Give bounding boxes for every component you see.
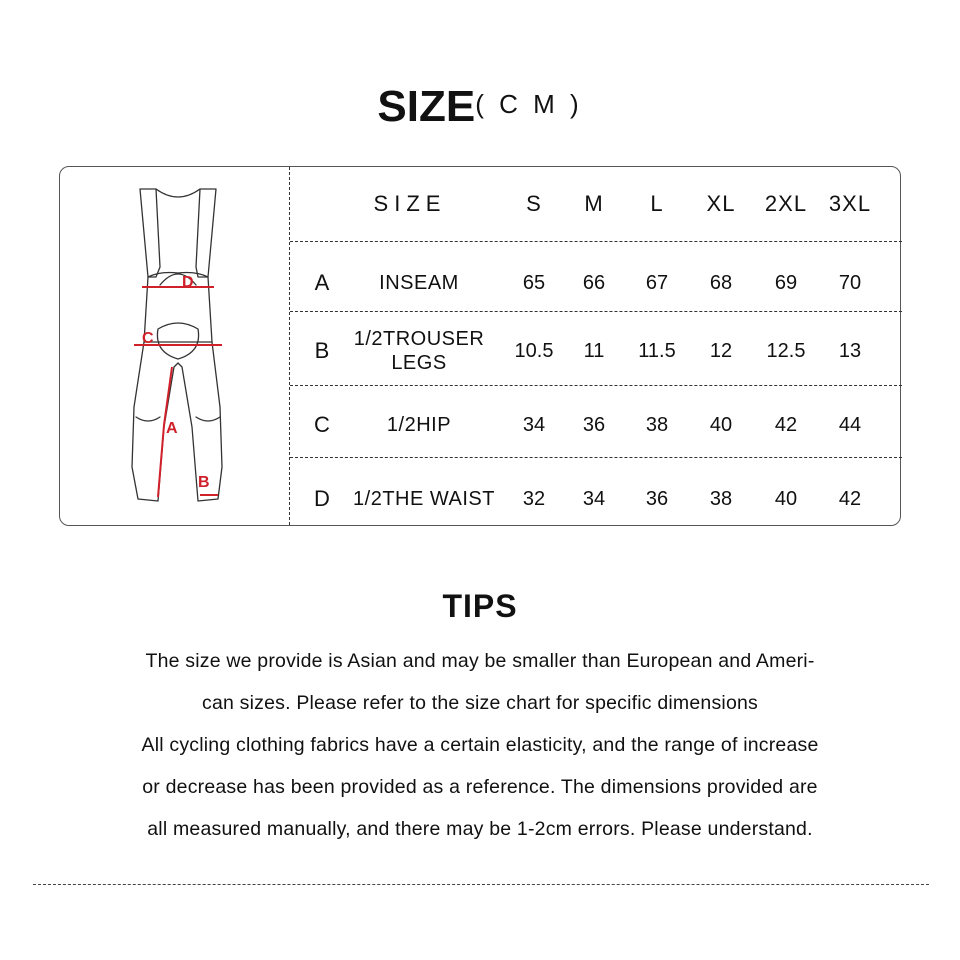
size-col-xl: XL <box>706 190 736 216</box>
tips-line: All cycling clothing fabrics have a certain elasticity, and the range of increase <box>141 734 819 756</box>
size-header-label: SIZE <box>373 190 447 216</box>
table-cell: 68 <box>709 272 733 294</box>
page-title <box>0 82 960 132</box>
table-cell: 67 <box>645 272 669 294</box>
row-measurement: 1/2THE WAIST <box>353 488 495 510</box>
row-separator <box>290 311 902 312</box>
bottom-divider <box>33 884 929 885</box>
table-row <box>290 463 902 535</box>
chamois-pad <box>157 323 198 359</box>
size-col-3xl: 3XL <box>828 190 872 216</box>
table-cell: 40 <box>774 488 798 510</box>
table-cell: 38 <box>645 414 669 436</box>
table-cell: 36 <box>582 414 606 436</box>
table-cell: 42 <box>774 414 798 436</box>
row-separator <box>290 457 902 458</box>
table-cell: 69 <box>774 272 798 294</box>
title-unit: ( C M ) <box>475 89 583 119</box>
row-separator <box>290 241 902 242</box>
label-a: A <box>166 420 178 437</box>
size-header-row <box>290 167 902 241</box>
table-cell: 12 <box>709 340 733 362</box>
table-cell: 66 <box>582 272 606 294</box>
size-col-m: M <box>584 190 604 216</box>
table-cell: 42 <box>838 488 862 510</box>
table-cell: 40 <box>709 414 733 436</box>
tips-line: or decrease has been provided as a reference. The dimensions provided are <box>142 776 818 798</box>
table-cell: 70 <box>838 272 862 294</box>
bib-tights-illustration <box>60 167 289 525</box>
size-col-2xl: 2XL <box>764 190 808 216</box>
table-row <box>290 315 902 387</box>
label-b: B <box>198 474 210 491</box>
row-letter: C <box>314 411 330 437</box>
table-cell: 38 <box>709 488 733 510</box>
table-cell: 34 <box>522 414 546 436</box>
label-c: C <box>142 330 154 347</box>
table-cell: 65 <box>522 272 546 294</box>
table-cell: 32 <box>522 488 546 510</box>
bib-torso <box>144 273 212 343</box>
tips-line: can sizes. Please refer to the size chart for specific dimensions <box>202 692 758 714</box>
table-cell: 36 <box>645 488 669 510</box>
tips-line: The size we provide is Asian and may be smaller than European and Ameri- <box>145 650 815 672</box>
row-measurement: INSEAM <box>379 272 459 294</box>
table-cell: 12.5 <box>766 340 806 362</box>
label-d: D <box>182 274 194 291</box>
row-measurement: 1/2TROUSER LEGS <box>353 328 485 374</box>
size-chart-panel <box>59 166 901 526</box>
tips-text <box>60 640 900 850</box>
table-cell: 11.5 <box>638 340 676 362</box>
table-row <box>290 389 902 461</box>
row-separator <box>290 385 902 386</box>
row-measurement: 1/2HIP <box>386 414 452 436</box>
table-cell: 13 <box>838 340 862 362</box>
left-strap <box>140 189 160 277</box>
tips-line: all measured manually, and there may be 1-2cm errors. Please understand. <box>147 818 813 840</box>
row-letter: A <box>314 269 330 295</box>
row-letter: D <box>314 485 330 511</box>
bib-tights-diagram <box>60 167 289 525</box>
tips-title: TIPS <box>442 588 518 624</box>
size-col-s: S <box>526 190 542 216</box>
right-strap <box>196 189 216 277</box>
table-row <box>290 247 902 319</box>
table-cell: 34 <box>582 488 606 510</box>
table-cell: 10.5 <box>514 340 554 362</box>
table-cell: 11 <box>583 340 605 362</box>
size-col-l: L <box>650 190 664 216</box>
title-main: SIZE <box>377 82 476 131</box>
table-cell: 44 <box>838 414 862 436</box>
row-letter: B <box>314 337 330 363</box>
